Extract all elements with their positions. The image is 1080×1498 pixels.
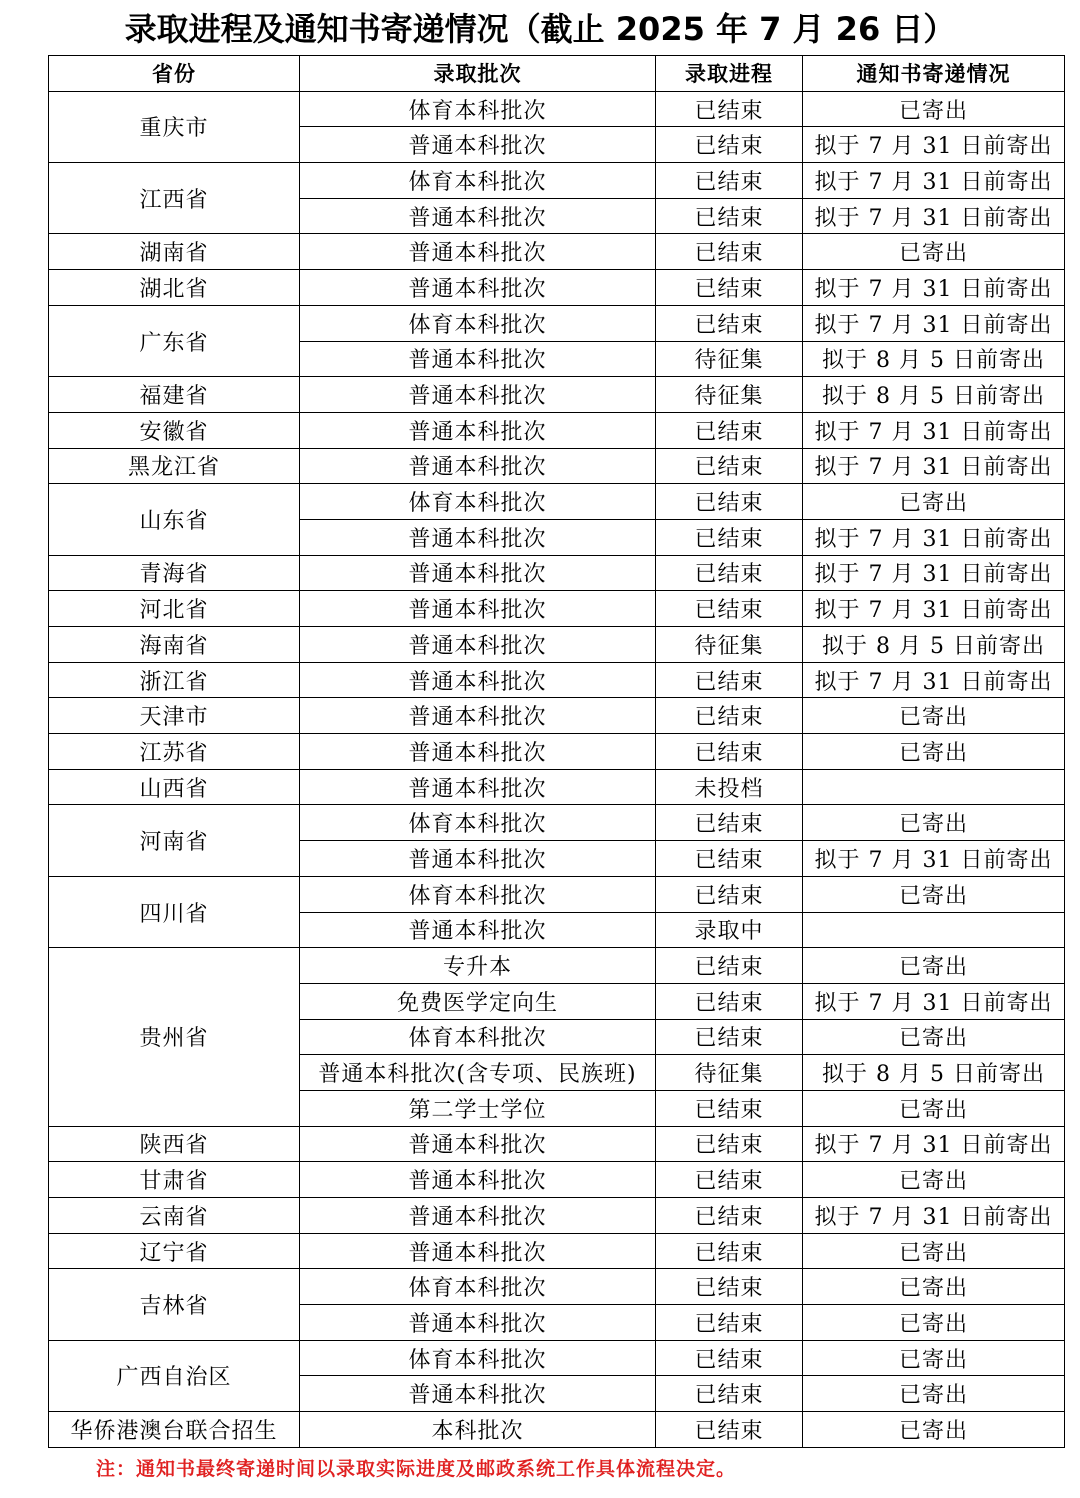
progress-cell: 已结束 [656,1198,803,1234]
progress-cell: 已结束 [656,1269,803,1305]
header-batch: 录取批次 [300,56,656,92]
table-row [49,698,1065,734]
delivery-cell: 拟于 8 月 5 日前寄出 [803,1055,1065,1091]
batch-cell: 免费医学定向生 [300,983,656,1019]
progress-cell: 已结束 [656,163,803,199]
table-row [49,1126,1065,1162]
progress-cell: 已结束 [656,876,803,912]
batch-cell: 普通本科批次 [300,698,656,734]
progress-cell: 待征集 [656,1055,803,1091]
progress-cell: 已结束 [656,1126,803,1162]
progress-cell: 已结束 [656,591,803,627]
province-cell: 江西省 [49,163,300,234]
delivery-cell [803,912,1065,948]
province-cell: 浙江省 [49,662,300,698]
province-cell: 河北省 [49,591,300,627]
delivery-cell: 已寄出 [803,698,1065,734]
table-row [49,1198,1065,1234]
progress-cell: 已结束 [656,305,803,341]
batch-cell: 普通本科批次 [300,1233,656,1269]
header-province: 省份 [49,56,300,92]
progress-cell: 录取中 [656,912,803,948]
batch-cell: 普通本科批次 [300,198,656,234]
progress-cell: 已结束 [656,555,803,591]
batch-cell: 体育本科批次 [300,163,656,199]
delivery-cell: 拟于 7 月 31 日前寄出 [803,841,1065,877]
delivery-cell: 拟于 7 月 31 日前寄出 [803,163,1065,199]
table-row [49,1233,1065,1269]
table-row [49,662,1065,698]
province-cell: 广东省 [49,305,300,376]
province-cell: 陕西省 [49,1126,300,1162]
province-cell: 天津市 [49,698,300,734]
delivery-cell: 已寄出 [803,234,1065,270]
progress-cell: 已结束 [656,1412,803,1448]
progress-cell: 已结束 [656,1233,803,1269]
progress-cell: 已结束 [656,519,803,555]
progress-cell: 已结束 [656,234,803,270]
delivery-cell: 拟于 8 月 5 日前寄出 [803,341,1065,377]
batch-cell: 普通本科批次 [300,1162,656,1198]
progress-cell: 已结束 [656,948,803,984]
progress-cell: 已结束 [656,412,803,448]
batch-cell: 体育本科批次 [300,1269,656,1305]
table-row [49,91,1065,127]
header-progress: 录取进程 [656,56,803,92]
progress-cell: 已结束 [656,1019,803,1055]
batch-cell: 普通本科批次 [300,555,656,591]
batch-cell: 本科批次 [300,1412,656,1448]
table-row [49,484,1065,520]
batch-cell: 普通本科批次 [300,448,656,484]
province-cell: 广西自治区 [49,1340,300,1411]
table-row [49,163,1065,199]
table-body [49,91,1065,1447]
progress-cell: 待征集 [656,627,803,663]
batch-cell: 普通本科批次 [300,341,656,377]
table-row [49,377,1065,413]
province-cell: 黑龙江省 [49,448,300,484]
province-cell: 山东省 [49,484,300,555]
progress-cell: 已结束 [656,484,803,520]
batch-cell: 普通本科批次(含专项、民族班) [300,1055,656,1091]
province-cell: 山西省 [49,769,300,805]
table-row [49,1269,1065,1305]
table-row [49,734,1065,770]
delivery-cell: 拟于 8 月 5 日前寄出 [803,627,1065,663]
delivery-cell: 已寄出 [803,948,1065,984]
province-cell: 湖北省 [49,270,300,306]
batch-cell: 普通本科批次 [300,1198,656,1234]
delivery-cell: 已寄出 [803,484,1065,520]
progress-cell: 已结束 [656,270,803,306]
province-cell: 福建省 [49,377,300,413]
batch-cell: 普通本科批次 [300,627,656,663]
delivery-cell: 拟于 7 月 31 日前寄出 [803,127,1065,163]
progress-cell: 已结束 [656,983,803,1019]
province-cell: 甘肃省 [49,1162,300,1198]
table-row [49,270,1065,306]
batch-cell: 体育本科批次 [300,91,656,127]
batch-cell: 普通本科批次 [300,412,656,448]
batch-cell: 体育本科批次 [300,805,656,841]
progress-cell: 已结束 [656,698,803,734]
batch-cell: 普通本科批次 [300,734,656,770]
batch-cell: 普通本科批次 [300,769,656,805]
footnote: 注：通知书最终寄递时间以录取实际进度及邮政系统工作具体流程决定。 [96,1458,737,1480]
table-row [49,448,1065,484]
progress-cell: 已结束 [656,448,803,484]
delivery-cell: 拟于 7 月 31 日前寄出 [803,519,1065,555]
delivery-cell: 已寄出 [803,1376,1065,1412]
progress-cell: 已结束 [656,1305,803,1341]
province-cell: 海南省 [49,627,300,663]
batch-cell: 普通本科批次 [300,1305,656,1341]
batch-cell: 普通本科批次 [300,912,656,948]
batch-cell: 第二学士学位 [300,1090,656,1126]
delivery-cell: 已寄出 [803,734,1065,770]
page-title: 录取进程及通知书寄递情况（截止 2025 年 7 月 26 日） [124,10,956,48]
province-cell: 云南省 [49,1198,300,1234]
delivery-cell: 拟于 7 月 31 日前寄出 [803,1126,1065,1162]
delivery-cell: 拟于 7 月 31 日前寄出 [803,983,1065,1019]
progress-cell: 已结束 [656,1340,803,1376]
batch-cell: 体育本科批次 [300,305,656,341]
province-cell: 安徽省 [49,412,300,448]
progress-cell: 已结束 [656,841,803,877]
province-cell: 江苏省 [49,734,300,770]
province-cell: 重庆市 [49,91,300,162]
delivery-cell: 拟于 7 月 31 日前寄出 [803,591,1065,627]
batch-cell: 普通本科批次 [300,127,656,163]
delivery-cell: 拟于 7 月 31 日前寄出 [803,662,1065,698]
delivery-cell: 已寄出 [803,1090,1065,1126]
progress-cell: 待征集 [656,377,803,413]
table-row [49,234,1065,270]
batch-cell: 普通本科批次 [300,841,656,877]
table-row [49,1162,1065,1198]
batch-cell: 体育本科批次 [300,1340,656,1376]
delivery-cell: 拟于 7 月 31 日前寄出 [803,555,1065,591]
delivery-cell: 已寄出 [803,876,1065,912]
admission-table [48,55,1065,1448]
table-row [49,769,1065,805]
batch-cell: 普通本科批次 [300,270,656,306]
progress-cell: 已结束 [656,662,803,698]
delivery-cell [803,769,1065,805]
progress-cell: 已结束 [656,1376,803,1412]
batch-cell: 普通本科批次 [300,234,656,270]
progress-cell: 已结束 [656,1090,803,1126]
batch-cell: 普通本科批次 [300,1376,656,1412]
delivery-cell: 拟于 7 月 31 日前寄出 [803,270,1065,306]
batch-cell: 普通本科批次 [300,1126,656,1162]
batch-cell: 普通本科批次 [300,591,656,627]
province-cell: 吉林省 [49,1269,300,1340]
delivery-cell: 拟于 7 月 31 日前寄出 [803,198,1065,234]
progress-cell: 未投档 [656,769,803,805]
progress-cell: 已结束 [656,198,803,234]
table-row [49,1340,1065,1376]
progress-cell: 待征集 [656,341,803,377]
table-row [49,876,1065,912]
delivery-cell: 拟于 7 月 31 日前寄出 [803,412,1065,448]
batch-cell: 体育本科批次 [300,1019,656,1055]
batch-cell: 普通本科批次 [300,519,656,555]
table-row [49,948,1065,984]
province-cell: 河南省 [49,805,300,876]
delivery-cell: 已寄出 [803,1340,1065,1376]
table-row [49,805,1065,841]
delivery-cell: 拟于 8 月 5 日前寄出 [803,377,1065,413]
delivery-cell: 拟于 7 月 31 日前寄出 [803,448,1065,484]
delivery-cell: 已寄出 [803,1233,1065,1269]
delivery-cell: 已寄出 [803,1305,1065,1341]
delivery-cell: 已寄出 [803,1412,1065,1448]
delivery-cell: 已寄出 [803,805,1065,841]
progress-cell: 已结束 [656,805,803,841]
table-row [49,412,1065,448]
province-cell: 贵州省 [49,948,300,1126]
batch-cell: 普通本科批次 [300,377,656,413]
province-cell: 青海省 [49,555,300,591]
delivery-cell: 拟于 7 月 31 日前寄出 [803,1198,1065,1234]
province-cell: 辽宁省 [49,1233,300,1269]
delivery-cell: 已寄出 [803,1162,1065,1198]
batch-cell: 普通本科批次 [300,662,656,698]
province-cell: 华侨港澳台联合招生 [49,1412,300,1448]
progress-cell: 已结束 [656,734,803,770]
delivery-cell: 已寄出 [803,1269,1065,1305]
table-row [49,1412,1065,1448]
progress-cell: 已结束 [656,91,803,127]
progress-cell: 已结束 [656,127,803,163]
delivery-cell: 已寄出 [803,1019,1065,1055]
table-row [49,555,1065,591]
batch-cell: 体育本科批次 [300,484,656,520]
table-row [49,591,1065,627]
province-cell: 四川省 [49,876,300,947]
header-delivery: 通知书寄递情况 [803,56,1065,92]
province-cell: 湖南省 [49,234,300,270]
batch-cell: 体育本科批次 [300,876,656,912]
table-header-row [49,56,1065,92]
table-row [49,305,1065,341]
batch-cell: 专升本 [300,948,656,984]
table-row [49,627,1065,663]
delivery-cell: 已寄出 [803,91,1065,127]
progress-cell: 已结束 [656,1162,803,1198]
delivery-cell: 拟于 7 月 31 日前寄出 [803,305,1065,341]
